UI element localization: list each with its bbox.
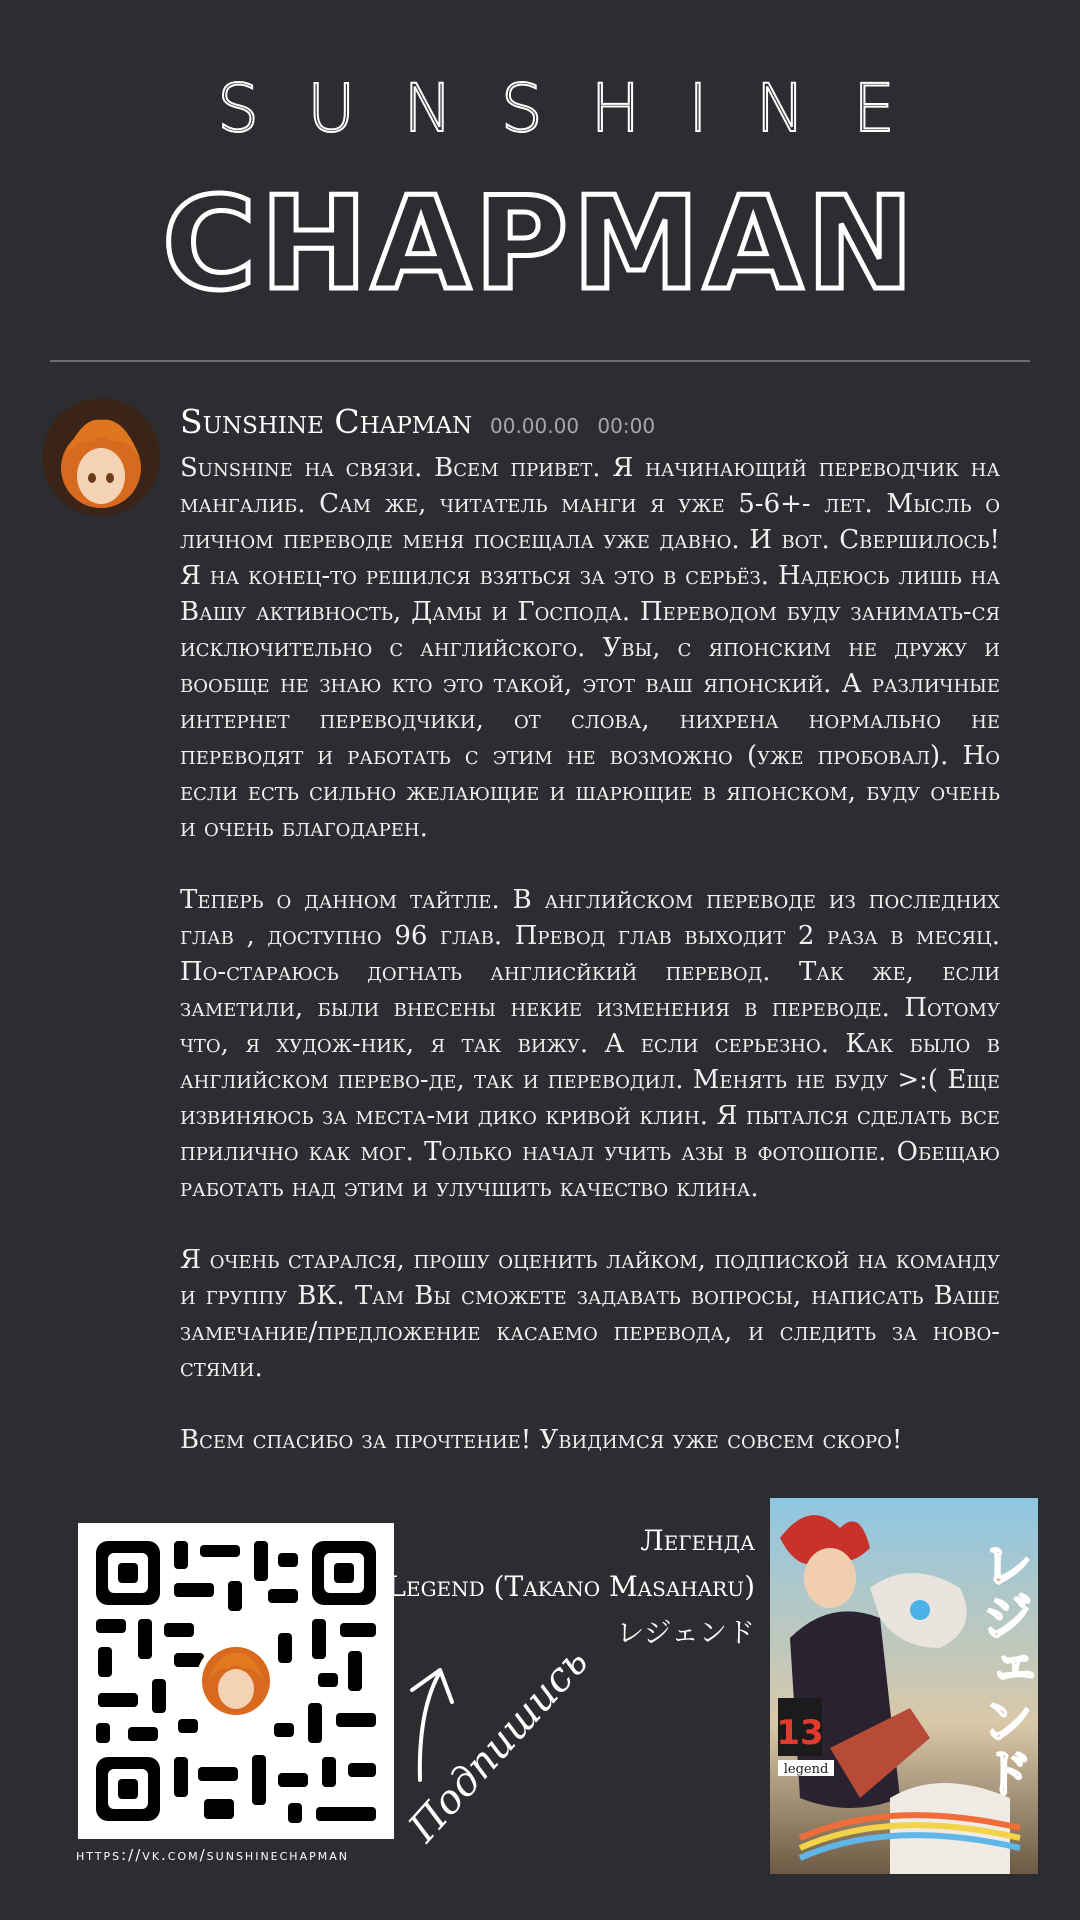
post-author[interactable]: Sunshine Chapman <box>180 402 473 441</box>
brand-logo-top: SUNSHINE <box>217 70 943 147</box>
cover-title: レジェンド <box>972 1538 1032 1798</box>
qr-url[interactable]: https://vk.com/sunshinechapman <box>76 1846 349 1864</box>
avatar[interactable] <box>42 398 160 516</box>
post-paragraph: Sunshine на связи. Всем привет. Я начинающий переводчик на мангалиб. Сам же, читатель манги я уже 5-6+- лет. Мысль о личном переводе меня посещала уже давно. И вот. Свершилось! Я на конец-то решился взяться за это в серьёз. Надеюсь лишь на Вашу активность, Дамы и Господа. Переводом буду занимать-ся исключительно с английского. Увы, с японским не дружу и вообще не знаю кто это такой, этот ваш японский. А различные интернет переводчики, от слова, нихрена нормально не переводят и работать с этим не возможно (уже пробовал). Но если есть сильно желающие и шарющие в японском, буду очень и очень благодарен. <box>180 453 1000 843</box>
manga-cover[interactable] <box>770 1498 1038 1874</box>
header-divider <box>50 360 1030 362</box>
qr-code[interactable] <box>78 1523 394 1839</box>
post-paragraph: Я очень старался, прошу оценить лайком, подпиской на команду и группу ВК. Там Вы сможете задавать вопросы, написать Ваше замечание/предложение касаемо перевода, и следить за ново-стями. <box>180 1245 1000 1383</box>
post-timestamp <box>490 414 667 438</box>
subscribe-label[interactable]: Подпишись <box>400 1638 598 1851</box>
post-paragraph: Теперь о данном тайтле. В английском переводе из последних глав , доступно 96 глав. Превод глав выходит 2 раза в месяц. По-стараюсь догнать англисйкий перевод. Так же, если заметили, были внесены некие изменения в переводе. Потому что, я худож-ник, я так вижу. А если серьезно. Как было в английском перево-де, так и переводил. Менять не буду >:( Еще извиняюсь за места-ми дико кривой клин. Я пытался сделать все прилично как мог. Только начал учить азы в фотошопе. Обещаю работать над этим и улучшить качество клина. <box>180 885 1000 1203</box>
cover-volume: 13 <box>776 1713 824 1753</box>
post-body <box>180 450 1000 1494</box>
cover-logo: legend <box>783 1762 829 1777</box>
brand-logo-main: CHAPMAN <box>162 170 918 319</box>
title-japanese: レジェンド <box>616 1616 755 1649</box>
title-block <box>387 1518 755 1656</box>
post-paragraph: Всем спасибо за прочтение! Увидимся уже совсем скоро! <box>180 1425 903 1455</box>
title-english: Legend (Takano Masaharu) <box>387 1570 755 1603</box>
title-russian: Легенда <box>640 1524 755 1557</box>
post-time: 00:00 <box>597 414 656 438</box>
post-date: 00.00.00 <box>490 414 580 438</box>
